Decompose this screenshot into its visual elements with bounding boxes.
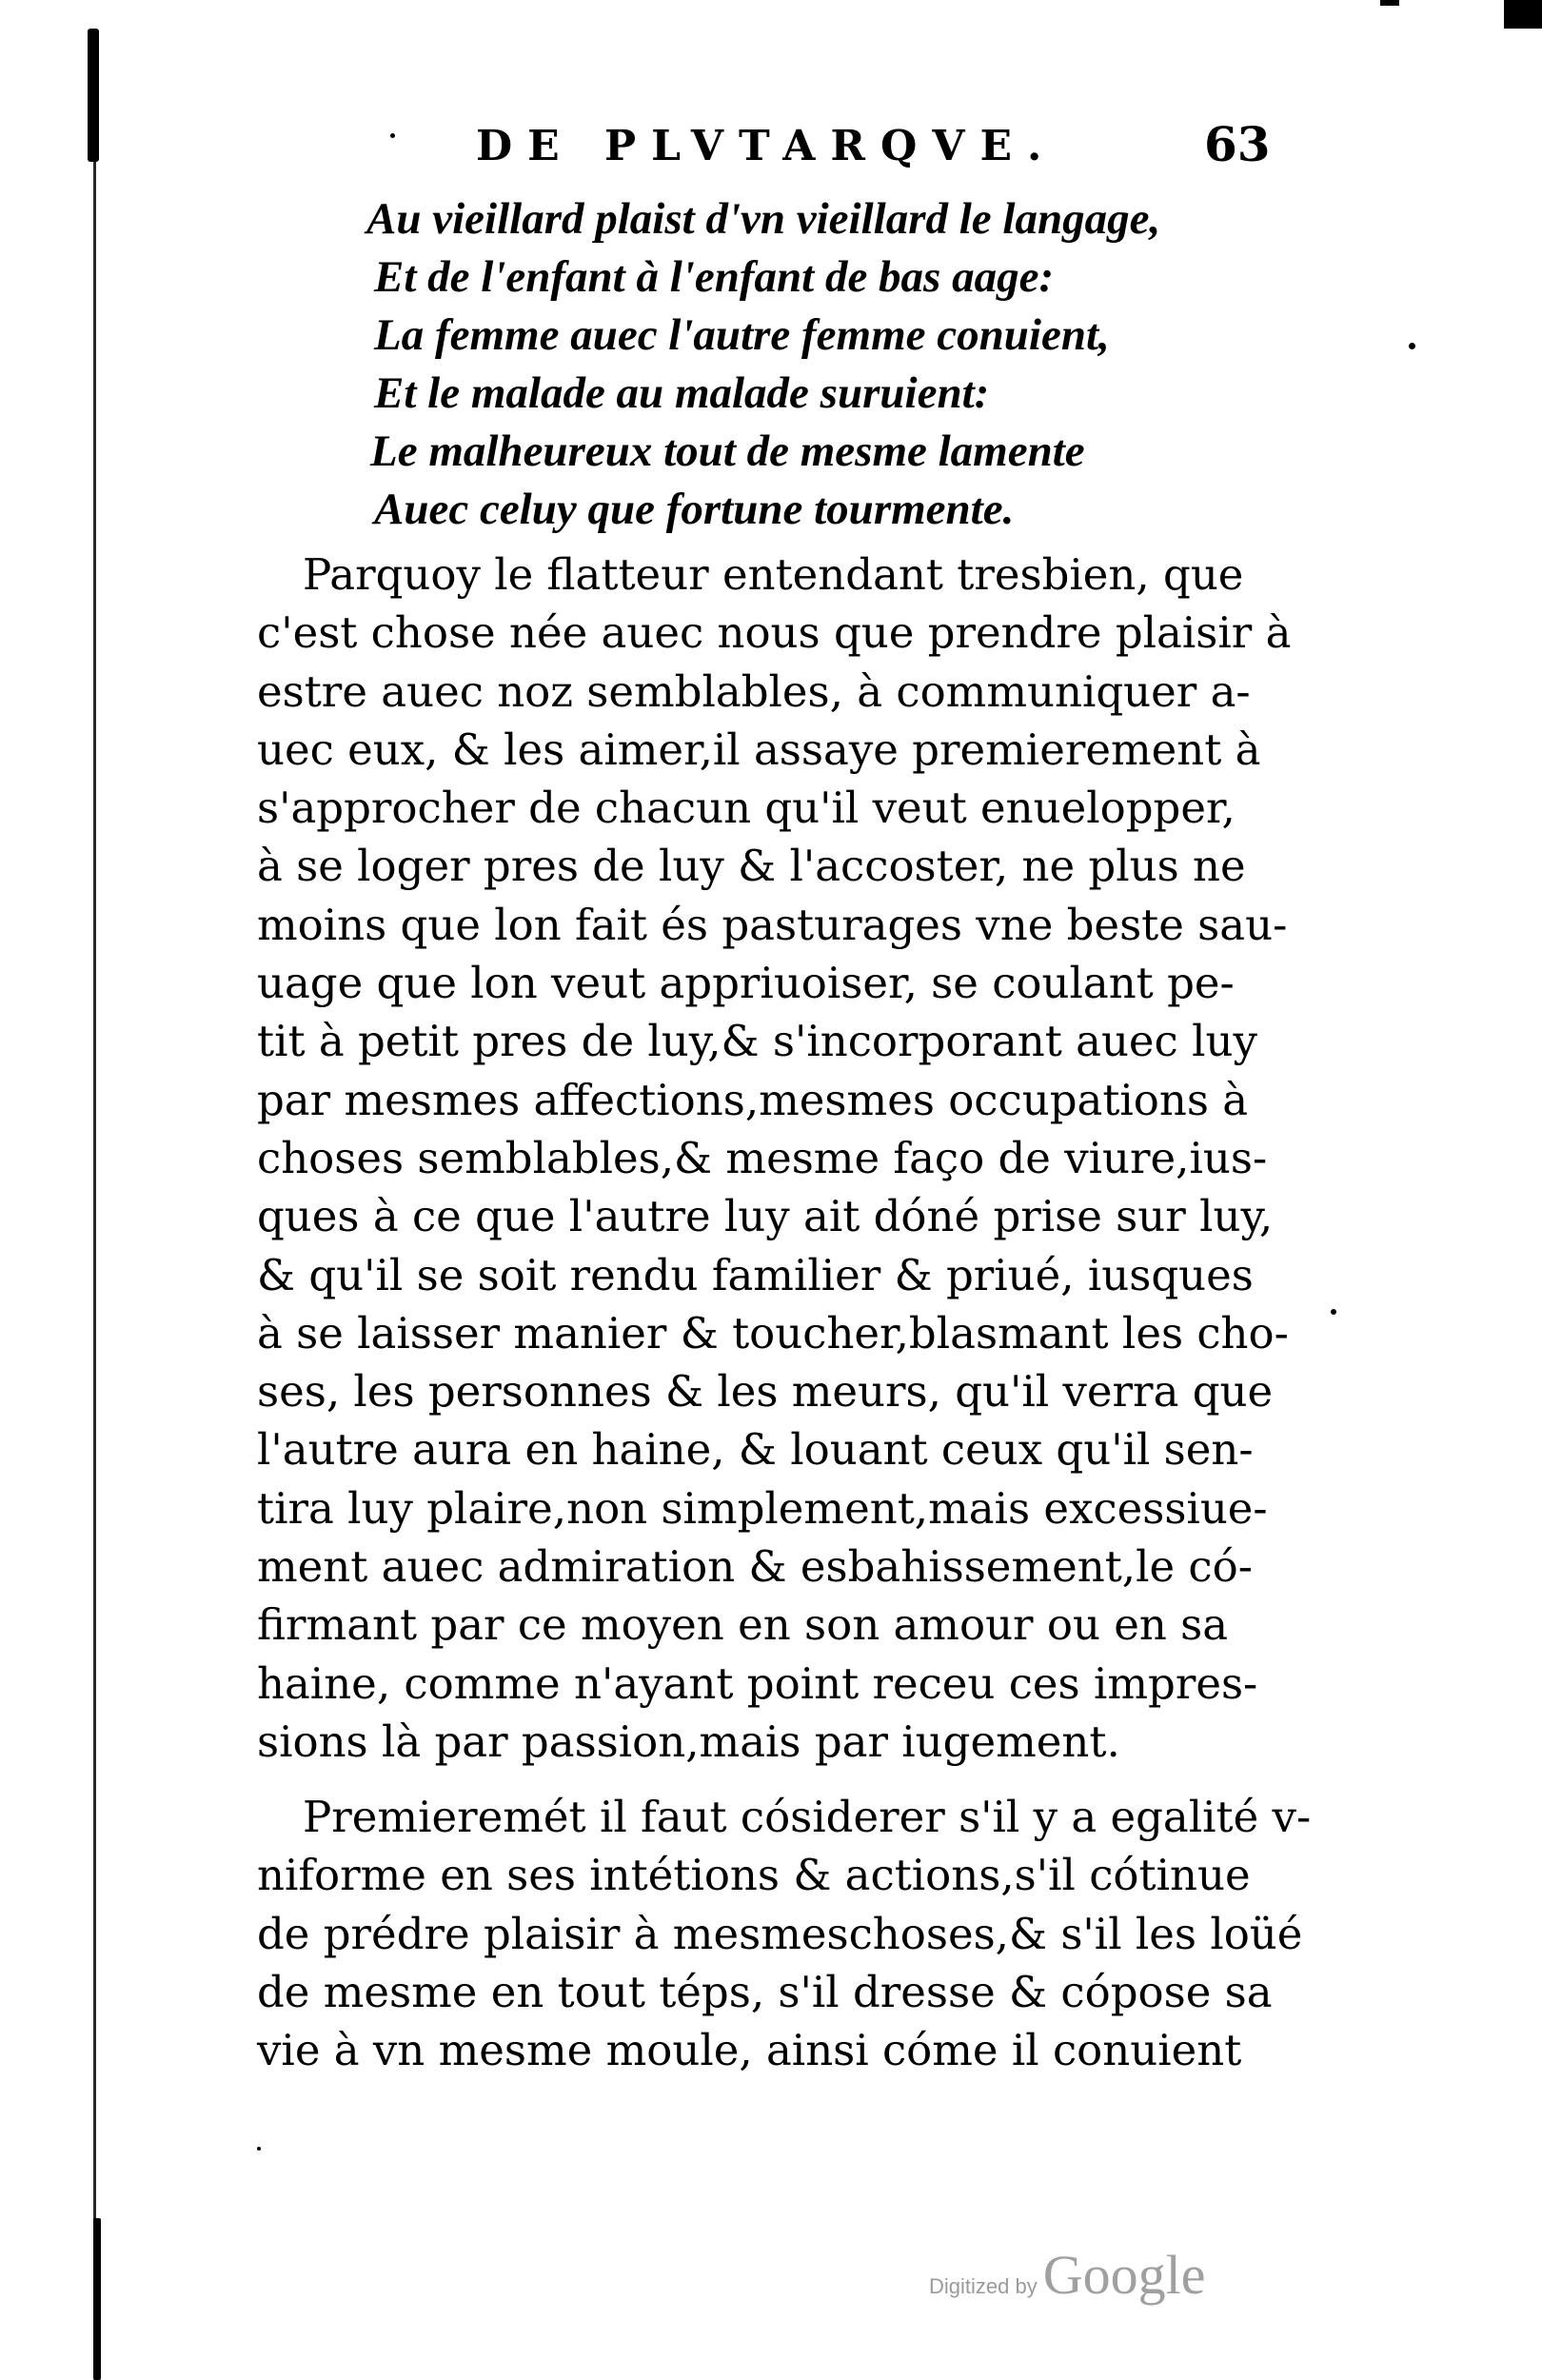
paragraph-2 [257, 1788, 1312, 2079]
text-line: Premieremét il faut cósiderer s'il y a egalité v- [303, 1792, 1312, 1842]
verse-line: Et de l'enfant à l'enfant de bas aage: [374, 252, 1055, 302]
text-line: tit à petit pres de luy,& s'incorporant auec luy [257, 1016, 1257, 1067]
page-number: 63 [1204, 116, 1271, 172]
verse-block [366, 190, 1318, 539]
text-line: sions là par passion,mais par iugement. [257, 1716, 1120, 1767]
binding-edge-bottom [93, 2218, 101, 2380]
scan-edge [1504, 0, 1542, 29]
verse-line: La femme auec l'autre femme conuient, [374, 310, 1110, 360]
text-line: c'est chose née auec nous que prendre plaisir à [257, 607, 1292, 659]
digitized-watermark [929, 2243, 1205, 2307]
verse-line: Le malheureux tout de mesme lamente [370, 426, 1085, 476]
text-line: à se loger pres de luy & l'accoster, ne plus ne [257, 841, 1246, 892]
verse-line: Et le malade au malade suruient: [374, 368, 990, 418]
scan-edge-mark [1380, 0, 1399, 6]
text-line: vie à vn mesme moule, ainsi cóme il conuient [257, 2025, 1242, 2076]
text-line: ses, les personnes & les meurs, qu'il verra que [257, 1366, 1274, 1418]
text-line: tira luy plaire,non simplement,mais excessiue- [257, 1482, 1268, 1534]
text-line: par mesmes affections,mesmes occupations à [257, 1074, 1249, 1125]
text-line: de mesme en tout téps, s'il dresse & cópose sa [257, 1966, 1273, 2017]
binding-edge-top [88, 29, 99, 162]
text-line: à se laisser manier & toucher,blasmant les cho- [257, 1307, 1289, 1359]
google-logo: Google [1042, 2244, 1206, 2306]
verse-line: Au vieillard plaist d'vn vieillard le langage, [366, 194, 1161, 244]
ink-speck [1331, 1309, 1336, 1315]
text-line: l'autre aura en haine, & louant ceux qu'il sen- [257, 1424, 1254, 1476]
text-line: s'approcher de chacun qu'il veut enuelopper, [257, 783, 1236, 834]
text-line: Parquoy le flatteur entendant tresbien, que [303, 549, 1244, 600]
text-line: de prédre plaisir à mesmeschoses,& s'il les loüé [257, 1908, 1303, 1959]
watermark-prefix: Digitized by [929, 2274, 1038, 2298]
ink-speck [1409, 343, 1415, 349]
ink-speck [390, 133, 395, 138]
text-line: estre auec noz semblables, à communiquer a- [257, 665, 1251, 717]
text-line: niforme en ses intétions & actions,s'il cótinue [257, 1850, 1251, 1901]
text-line: ques à ce que l'autre luy ait dóné prise sur luy, [257, 1191, 1274, 1242]
text-line: moins que lon fait és pasturages vne beste sau- [257, 899, 1288, 950]
binding-edge [93, 162, 96, 2351]
text-line: & qu'il se soit rendu familier & priué, iusques [257, 1249, 1254, 1300]
text-line: firmant par ce moyen en son amour ou en sa [257, 1599, 1229, 1651]
text-line: uage que lon veut appriuoiser, se coulant pe- [257, 958, 1235, 1009]
verse-line: Auec celuy que fortune tourmente. [374, 485, 1015, 534]
ink-speck [257, 2147, 261, 2151]
text-line: uec eux, & les aimer,il assaye premierement à [257, 724, 1261, 775]
text-line: haine, comme n'ayant point receu ces impres- [257, 1657, 1258, 1709]
text-line: choses semblables,& mesme faço de viure,ius- [257, 1132, 1268, 1183]
running-title: DE PLVTARQVE. [476, 122, 1058, 170]
text-line: ment auec admiration & esbahissement,le có- [257, 1541, 1253, 1593]
paragraph-1 [257, 545, 1292, 1771]
